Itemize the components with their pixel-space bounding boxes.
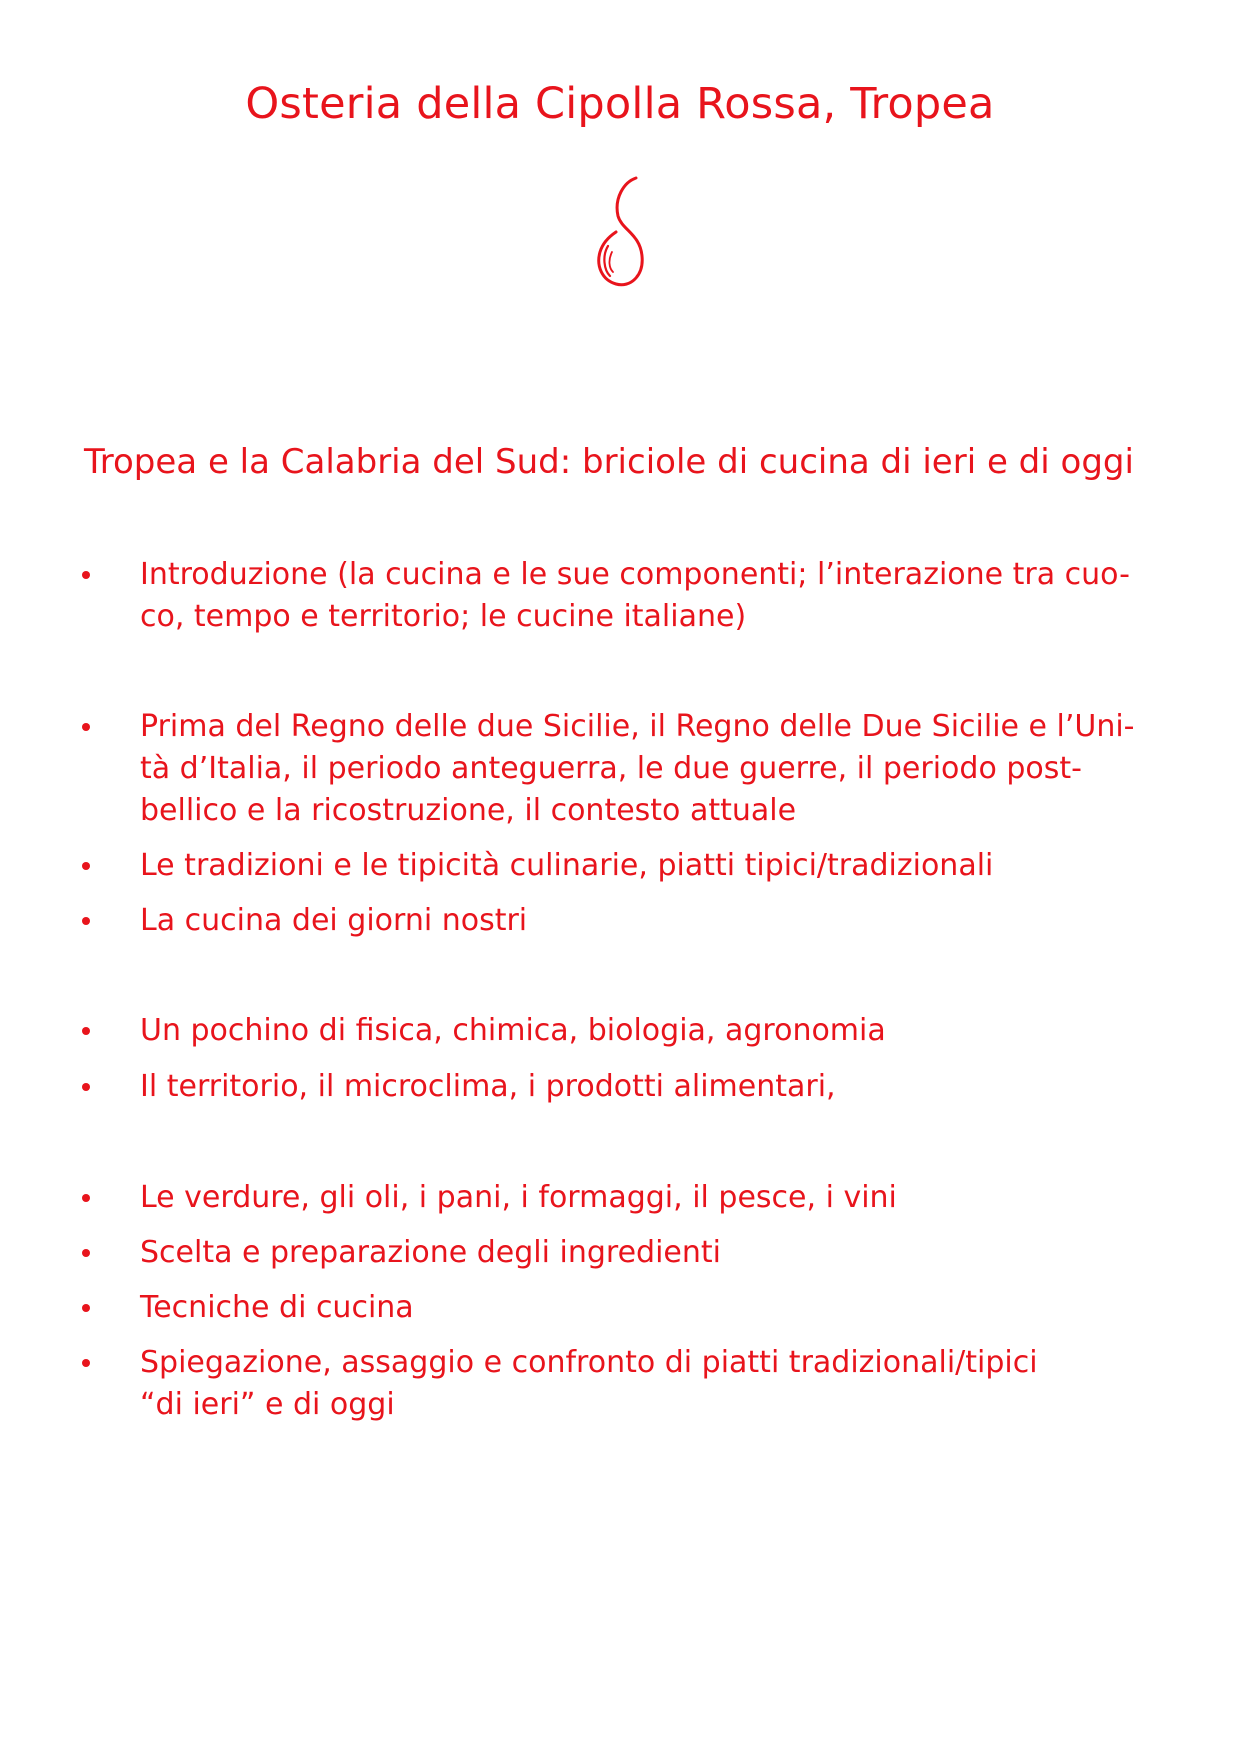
list-item: [140, 1342, 1160, 1426]
list-item: [140, 1177, 1160, 1219]
list-item-line: Tecniche di cucina: [140, 1290, 414, 1325]
section-subtitle: Tropea e la Calabria del Sud: briciole di cucina di ieri e di oggi: [84, 442, 1134, 482]
bullet-icon: [82, 723, 90, 731]
list-item-line: bellico e la ricostruzione, il contesto attuale: [140, 793, 797, 828]
page-title: Osteria della Cipolla Rossa, Tropea: [245, 79, 995, 129]
list-item: [140, 1232, 1160, 1274]
list-item-line: “di ieri” e di oggi: [140, 1387, 395, 1422]
bullet-icon: [82, 1194, 90, 1202]
list-item: [140, 706, 1160, 832]
bullet-icon: [82, 917, 90, 925]
list-item-line: tà d’Italia, il periodo anteguerra, le due guerre, il periodo post-: [140, 751, 1082, 786]
bullet-icon: [82, 571, 90, 579]
list-item-line: Il territorio, il microclima, i prodotti alimentari,: [140, 1069, 836, 1104]
list-item: [140, 900, 1160, 942]
list-item-line: Le verdure, gli oli, i pani, i formaggi, il pesce, i vini: [140, 1180, 897, 1215]
list-item-line: Le tradizioni e le tipicità culinarie, piatti tipici/tradizionali: [140, 848, 994, 883]
list-item-line: Scelta e preparazione degli ingredienti: [140, 1235, 721, 1270]
list-item-line: Prima del Regno delle due Sicilie, il Regno delle Due Sicilie e l’Uni-: [140, 709, 1135, 744]
red-onion-sketch-icon: [590, 172, 650, 296]
bullet-icon: [82, 1027, 90, 1035]
list-item-line: Introduzione (la cucina e le sue componenti; l’interazione tra cuo-: [140, 557, 1130, 592]
list-item: [140, 1010, 1160, 1052]
bullet-icon: [82, 1304, 90, 1312]
bullet-icon: [82, 1249, 90, 1257]
bullet-icon: [82, 862, 90, 870]
list-item-line: Un pochino di fisica, chimica, biologia, agronomia: [140, 1013, 886, 1048]
list-item-line: La cucina dei giorni nostri: [140, 903, 528, 938]
list-item-line: co, tempo e territorio; le cucine italiane): [140, 599, 747, 634]
list-item: [140, 1066, 1160, 1108]
bullet-icon: [82, 1359, 90, 1367]
onion-inner-stroke-2: [609, 252, 613, 272]
list-item-line: Spiegazione, assaggio e confronto di piatti tradizionali/tipici: [140, 1345, 1038, 1380]
bullet-icon: [82, 1083, 90, 1091]
list-item: [140, 554, 1160, 638]
list-item: [140, 845, 1160, 887]
list-item: [140, 1287, 1160, 1329]
